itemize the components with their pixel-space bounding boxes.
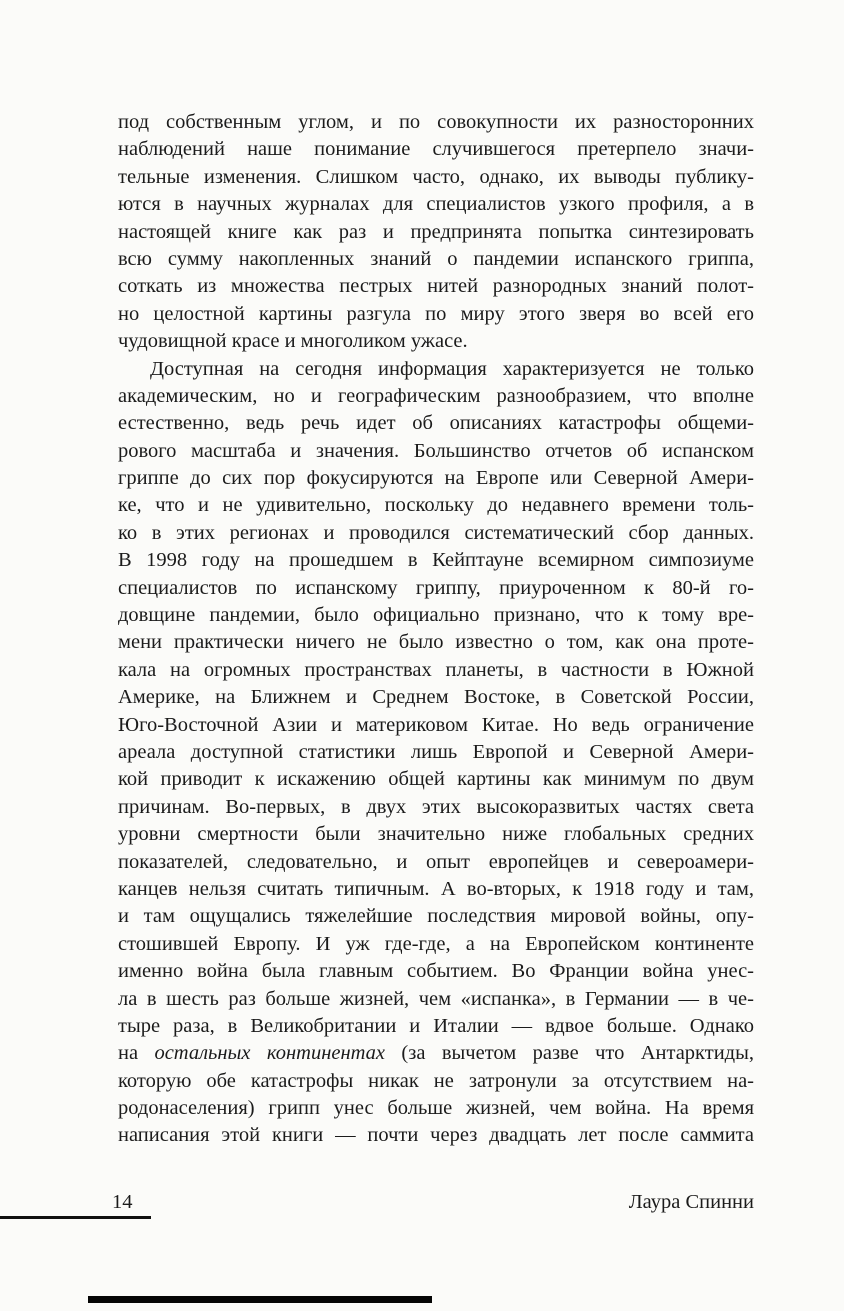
text-line: показателей, следовательно, и опыт европейцев и североамери-: [118, 850, 754, 873]
body-text: [118, 109, 754, 1150]
footer-rule: [0, 1216, 151, 1219]
text-line: мени практически ничего не было известно о том, как она проте-: [118, 631, 754, 654]
text-line: ареала доступной статистики лишь Европой и Северной Амери-: [118, 740, 754, 763]
text-line: В 1998 году на прошедшем в Кейптауне всемирном симпозиуме: [118, 549, 754, 572]
text-line: под собственным углом, и по совокупности их разносторонних: [118, 111, 754, 133]
text-segment: на: [118, 1042, 155, 1065]
page-number: 14: [112, 1191, 133, 1213]
text-line: кой приводит к искажению общей картины как минимум по двум: [118, 768, 754, 791]
text-line: стошившей Европу. И уж где-где, а на Европейском континенте: [118, 932, 754, 955]
text-line: [118, 1040, 754, 1067]
text-line: всю сумму накопленных знаний о пандемии испанского гриппа,: [118, 247, 754, 270]
text-line: Америке, на Ближнем и Среднем Востоке, в Советской России,: [118, 686, 754, 709]
text-line: чудовищной красе и многоликом ужасе.: [118, 330, 468, 353]
text-line: Юго-Восточной Азии и материковом Китае. Но ведь ограничение: [118, 713, 754, 736]
text-segment: (за вычетом разве что Антарктиды,: [385, 1042, 754, 1065]
text-line: рового масштаба и значения. Большинство отчетов об испанском: [118, 439, 754, 462]
page-footer: [112, 1188, 754, 1216]
italic-phrase: остальных континентах: [154, 1042, 386, 1065]
text-line: естественно, ведь речь идет об описаниях катастрофы общеми-: [118, 412, 754, 435]
bottom-scan-bar: [88, 1296, 432, 1303]
text-line: довщине пандемии, было официально признано, что к тому вре-: [118, 604, 754, 627]
text-line: причинам. Во-первых, в двух этих высокоразвитых частях света: [118, 795, 754, 818]
text-line: которую обе катастрофы никак не затронули за отсутствием на-: [118, 1069, 754, 1092]
text-line: написания этой книги — почти через двадцать лет после саммита: [118, 1124, 754, 1147]
text-line: кала на огромных пространствах планеты, в частности в Южной: [118, 658, 754, 681]
text-line: специалистов по испанскому гриппу, приуроченном к 80-й го-: [118, 576, 754, 599]
text-line: настоящей книге как раз и предпринята попытка синтезировать: [118, 220, 754, 243]
text-line: Доступная на сегодня информация характеризуется не только: [150, 357, 754, 380]
text-line: ке, что и не удивительно, поскольку до недавнего времени толь-: [118, 494, 754, 517]
text-line: тельные изменения. Слишком часто, однако, их выводы публику-: [118, 165, 754, 188]
text-line: тыре раза, в Великобритании и Италии — вдвое больше. Однако: [118, 1014, 754, 1037]
text-line: уровни смертности были значительно ниже глобальных средних: [118, 823, 754, 846]
running-author: Лаура Спинни: [628, 1191, 754, 1213]
text-line: академическим, но и географическим разнообразием, что вполне: [118, 384, 754, 407]
text-line: ются в научных журналах для специалистов узкого профиля, а в: [118, 193, 754, 216]
text-line: соткать из множества пестрых нитей разнородных знаний полот-: [118, 275, 754, 298]
text-line: наблюдений наше понимание случившегося претерпело значи-: [118, 138, 754, 161]
text-line: и там ощущались тяжелейшие последствия мировой войны, опу-: [118, 905, 754, 928]
text-line: родонаселения) грипп унес больше жизней, чем война. На время: [118, 1097, 754, 1120]
text-line: канцев нельзя считать типичным. А во-вторых, к 1918 году и там,: [118, 877, 754, 900]
text-line: гриппе до сих пор фокусируются на Европе или Северной Амери-: [118, 467, 754, 490]
text-line: именно война была главным событием. Во Франции война унес-: [118, 960, 754, 983]
text-line: но целостной картины разгула по миру этого зверя во всей его: [118, 302, 754, 325]
text-line: ко в этих регионах и проводился систематический сбор данных.: [118, 521, 754, 544]
text-line: ла в шесть раз больше жизней, чем «испанка», в Германии — в че-: [118, 987, 754, 1010]
